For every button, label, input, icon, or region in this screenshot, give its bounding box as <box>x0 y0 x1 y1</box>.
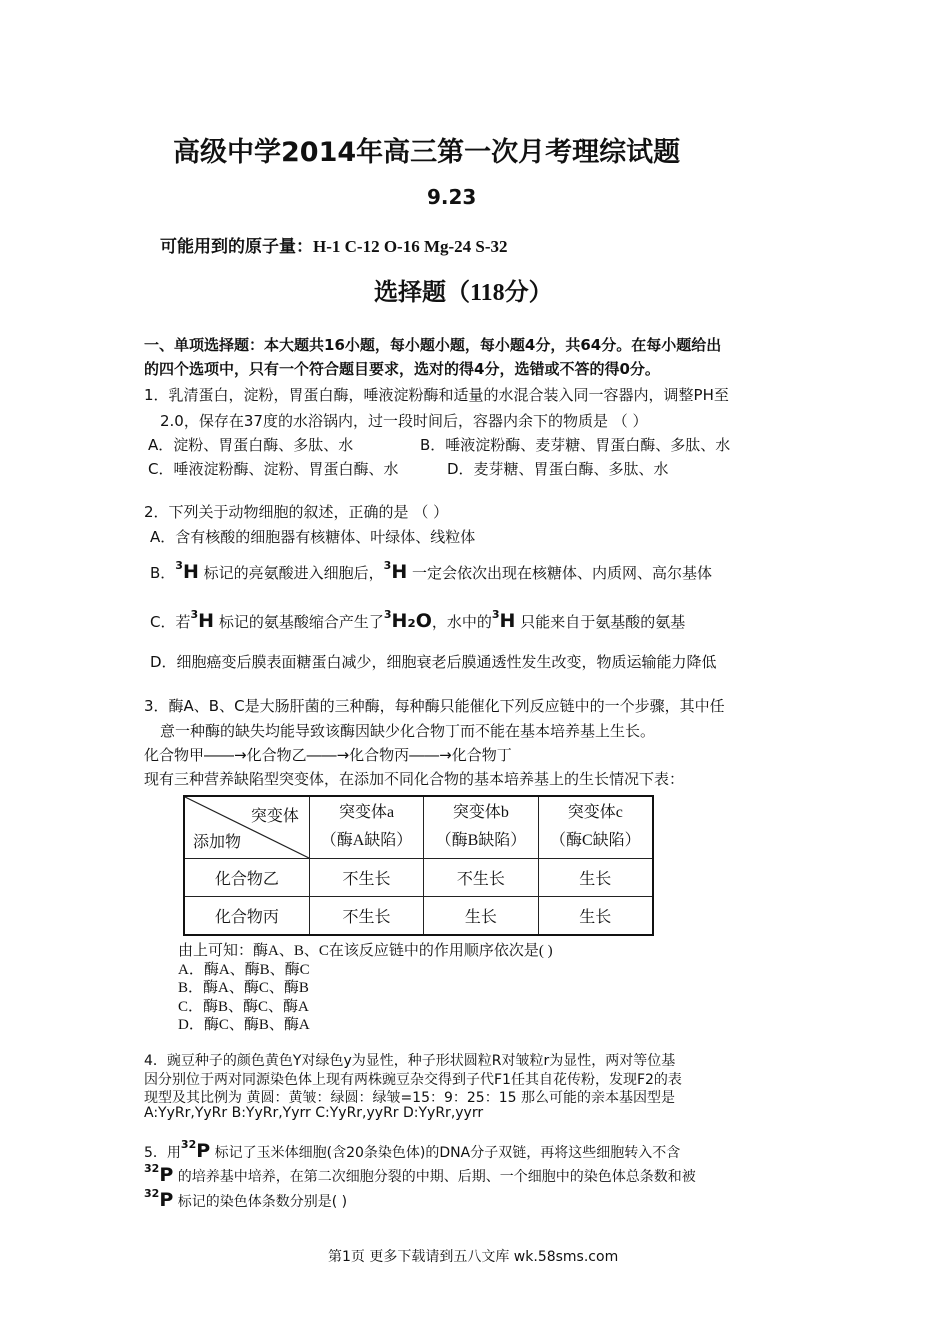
hydrogen-symbol: H <box>391 561 408 583</box>
mutant-growth-table <box>183 795 654 936</box>
q2-option-b-text-2: 一定会依次出现在核糖体、内质网、高尔基体 <box>412 564 713 582</box>
q1-option-a: A．淀粉、胃蛋白酶、多肽、水 <box>148 436 354 454</box>
isotope-mass: 3 <box>175 559 183 572</box>
q2-option-c <box>150 610 685 632</box>
q3-option-d: D．酶C、酶B、酶A <box>178 1017 310 1033</box>
q4-line-3: 现型及其比例为 黄圆：黄皱：绿圆：绿皱=15：9：25：15 那么可能的亲本基因型是 <box>144 1090 675 1106</box>
q4-line-2: 因分别位于两对同源染色体上现有两株豌豆杂交得到子代F1任其自花传粉，发现F2的表 <box>144 1072 682 1088</box>
q2-option-c-text-1: 标记的氨基酸缩合产生了 <box>218 613 384 631</box>
column-header-name: 突变体a <box>338 804 395 822</box>
q1-line-2: 2.0，保存在37度的水浴锅内，过一段时间后，容器内余下的物质是 （ ） <box>160 412 648 430</box>
corner-bottom-label: 添加物 <box>193 831 242 851</box>
corner-top-label: 突变体 <box>250 806 299 825</box>
hydrogen-symbol: H <box>198 610 215 632</box>
phosphorus-symbol: P <box>196 1140 211 1162</box>
q5-text-1: 标记了玉米体细胞(含20条染色体)的DNA分子双链，再将这些细胞转入不含 <box>214 1145 681 1161</box>
row-label: 化合物乙 <box>184 858 309 896</box>
table-cell: 生长 <box>538 858 653 896</box>
section-heading: 选择题（118分） <box>374 280 553 306</box>
hydrogen-symbol: H <box>182 561 199 583</box>
column-header-sub: （酶A缺陷） <box>320 832 413 850</box>
q5-label: 5．用 <box>144 1145 181 1161</box>
q3-line-2: 意一种酶的缺失均能导致该酶因缺少化合物丁而不能在基本培养基上生长。 <box>160 722 656 740</box>
table-corner-cell <box>184 796 309 858</box>
q5-text-3: 标记的染色体条数分别是( ) <box>177 1194 348 1210</box>
row-label: 化合物丙 <box>184 896 309 935</box>
isotope-mass: 32 <box>144 1187 160 1200</box>
q2-option-c-text-2: ，水中的 <box>431 613 492 631</box>
isotope-mass: 3 <box>491 608 500 621</box>
isotope-mass: 32 <box>180 1138 197 1151</box>
q2-option-b <box>150 561 712 583</box>
q2-option-c-label: C．若 <box>150 613 191 631</box>
q5-line-2 <box>144 1164 696 1186</box>
column-header <box>424 796 538 858</box>
column-header <box>309 796 423 858</box>
q2-option-d: D．细胞癌变后膜表面糖蛋白减少，细胞衰老后膜通透性发生改变，物质运输能力降低 <box>150 653 717 671</box>
table-cell: 不生长 <box>309 896 423 935</box>
column-header-sub: （酶B缺陷） <box>435 832 527 850</box>
column-header-name: 突变体c <box>567 804 623 822</box>
isotope-mass: 3 <box>190 608 199 621</box>
instructions-line-2: 的四个选项中，只有一个符合题目要求，选对的得4分，选错或不答的得0分。 <box>144 360 660 378</box>
table-row <box>184 858 653 896</box>
exam-date: 9.23 <box>427 185 477 209</box>
q2-stem: 2．下列关于动物细胞的叙述，正确的是 （ ） <box>144 503 449 521</box>
table-row <box>184 896 653 935</box>
q2-option-b-text-1: 标记的亮氨酸进入细胞后， <box>203 564 384 582</box>
q5-text-2: 的培养基中培养，在第二次细胞分裂的中期、后期、一个细胞中的染色体总条数和被 <box>177 1169 696 1185</box>
column-header <box>538 796 653 858</box>
page-title: 高级中学2014年高三第一次月考理综试题 <box>173 137 681 168</box>
q1-option-b: B．唾液淀粉酶、麦芽糖、胃蛋白酶、多肽、水 <box>420 436 731 454</box>
hydrogen-symbol: H <box>499 610 516 632</box>
water-formula: H₂O <box>391 610 432 632</box>
q4-options: A:YyRr,YyRr B:YyRr,Yyrr C:YyRr,yyRr D:YyRr,yyrr <box>144 1105 484 1121</box>
q5-line-1 <box>144 1140 680 1162</box>
isotope-mass: 3 <box>383 608 392 621</box>
isotope-mass: 32 <box>144 1162 160 1175</box>
phosphorus-symbol: P <box>159 1164 174 1186</box>
q3-table-intro: 现有三种营养缺陷型突变体，在添加不同化合物的基本培养基上的生长情况下表： <box>144 770 685 788</box>
table-cell: 不生长 <box>424 858 538 896</box>
table-cell: 不生长 <box>309 858 423 896</box>
page-footer: 第1页 更多下载请到五八文库 wk.58sms.com <box>328 1249 619 1265</box>
q2-option-b-label: B． <box>150 564 176 582</box>
q4-line-1: 4．豌豆种子的颜色黄色Y对绿色y为显性，种子形状圆粒R对皱粒r为显性，两对等位基 <box>144 1053 676 1069</box>
q2-option-a: A．含有核酸的细胞器有核糖体、叶绿体、线粒体 <box>150 528 476 546</box>
column-header-name: 突变体b <box>452 804 509 822</box>
q1-option-d: D．麦芽糖、胃蛋白酶、多肽、水 <box>447 460 669 478</box>
isotope-mass: 3 <box>383 559 392 572</box>
atomic-mass-line: 可能用到的原子量：H-1 C-12 O-16 Mg-24 S-32 <box>160 237 508 256</box>
column-header-sub: （酶C缺陷） <box>549 832 641 850</box>
table-cell: 生长 <box>538 896 653 935</box>
q1-line-1: 1．乳清蛋白，淀粉，胃蛋白酶，唾液淀粉酶和适量的水混合装入同一容器内，调整PH至 <box>144 386 729 404</box>
q5-line-3 <box>144 1189 347 1211</box>
q3-option-a: A．酶A、酶B、酶C <box>178 962 310 978</box>
q3-option-b: B．酶A、酶C、酶B <box>178 980 309 996</box>
q3-reaction-chain: 化合物甲――→化合物乙――→化合物丙――→化合物丁 <box>144 746 512 764</box>
q2-option-c-text-3: 只能来自于氨基酸的氨基 <box>520 613 686 631</box>
q1-option-c: C．唾液淀粉酶、淀粉、胃蛋白酶、水 <box>148 460 399 478</box>
instructions-line-1: 一、单项选择题：本大题共16小题，每小题小题，每小题4分，共64分。在每小题给出 <box>144 336 722 354</box>
table-cell: 生长 <box>424 896 538 935</box>
phosphorus-symbol: P <box>159 1189 174 1211</box>
q3-line-1: 3．酶A、B、C是大肠肝菌的三种酶，每种酶只能催化下列反应链中的一个步骤，其中任 <box>144 697 725 715</box>
q3-option-c: C．酶B、酶C、酶A <box>178 999 309 1015</box>
q3-question: 由上可知：酶A、B、C在该反应链中的作用顺序依次是( ) <box>178 943 553 959</box>
